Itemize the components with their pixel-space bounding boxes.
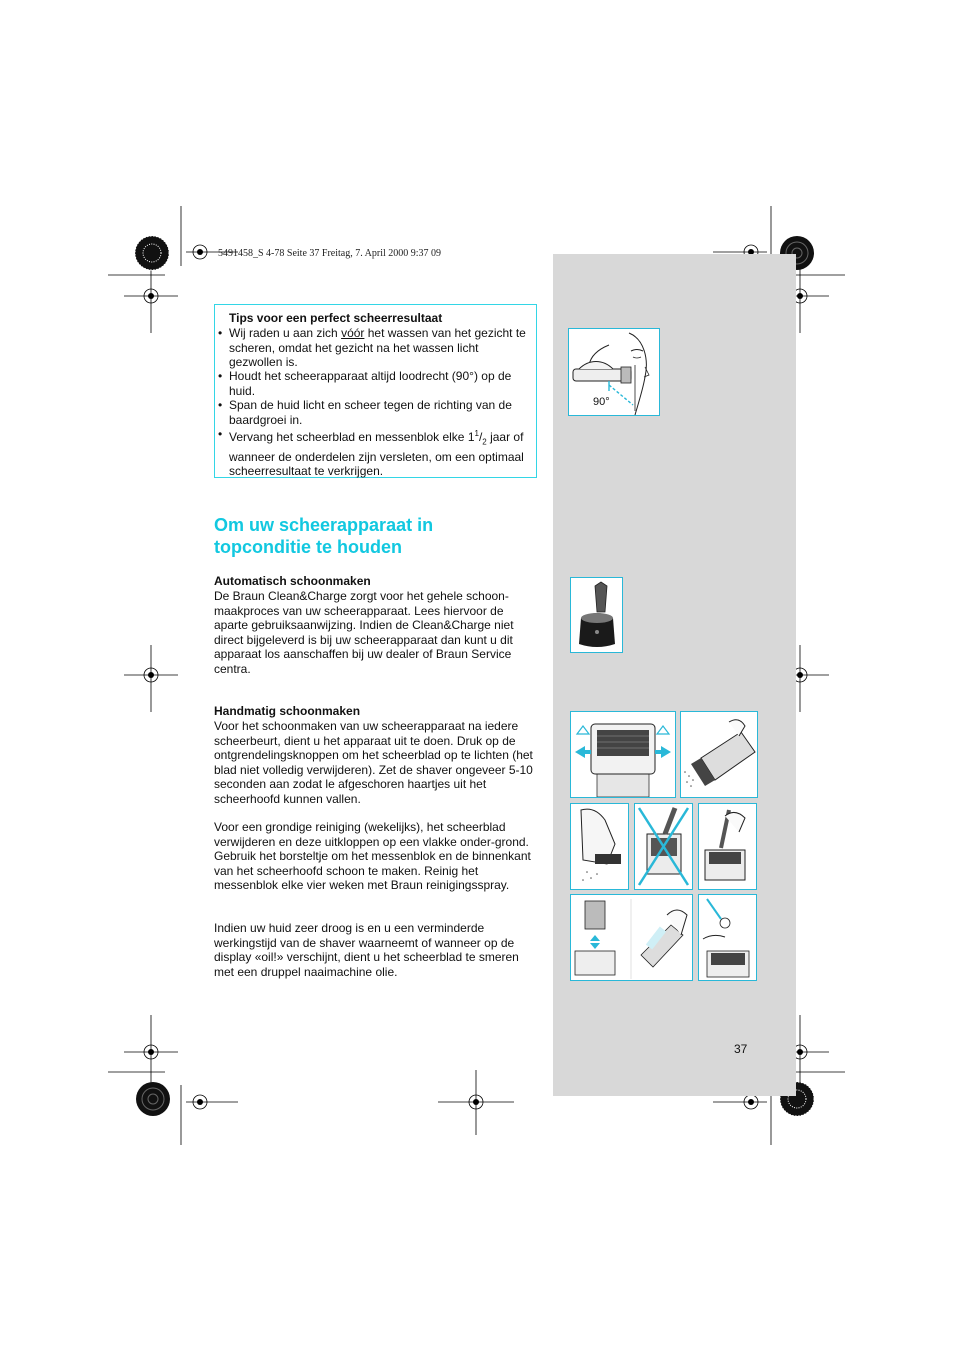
- cleaning-spray-illustration: [570, 894, 693, 981]
- bullet-dot: •: [218, 398, 223, 412]
- manual-clean-para-2: Voor een grondige reiniging (wekelijks), het scheerblad verwijderen en deze uitkloppen op een vlakke onder-grond. Gebruik het borsteltje om het messenblok en de binnenkant van het scheerhoofd schoon te maken. Reinig het messenblok elke vier weken met Braun reinigingsspray.: [214, 820, 531, 892]
- tip-bullet-1: • Wij raden u aan zich vóór het wassen van het gezicht te scheren, omdat het gezicht na het wassen licht gezwollen is.: [218, 326, 526, 369]
- release-buttons-illustration: [570, 711, 676, 798]
- tips-title: Tips voor een perfect scheerresultaat: [229, 311, 443, 325]
- tap-out-hair-illustration: [680, 711, 758, 798]
- auto-clean-heading: Automatisch schoonmaken: [214, 574, 371, 588]
- wrong-cleaning-illustration: [634, 803, 693, 890]
- auto-clean-body: De Braun Clean&Charge zorgt voor het gehele schoon-maakproces van uw scheerapparaat. Lees hiervoor de aparte gebruiksaanwijzing. Indien de Clean&Charge niet direct bijgeleverd is bij uw scheerapparaat dan kunt u dit apparaat los aanschaffen bij uw dealer of Braun Service centra.: [214, 589, 514, 676]
- tip-bullet-3: • Span de huid licht en scheer tegen de richting van de baardgroei in.: [218, 398, 512, 427]
- bullet-dot: •: [218, 427, 223, 441]
- emphasis-before: vóór: [341, 326, 365, 340]
- oil-foil-illustration: [698, 894, 757, 981]
- clean-charge-illustration: [570, 577, 623, 653]
- page-number: 37: [734, 1042, 748, 1056]
- remove-foil-illustration: [570, 803, 629, 890]
- bullet-dot: •: [218, 326, 223, 340]
- tip-bullet-4: • Vervang het scheerblad en messenblok elke $1^1/_2$ jaar of wanneer de onderdelen zijn versleten, om een optimaal scheerresultaat te verkrijgen.: [218, 427, 524, 479]
- manual-clean-para-1: Voor het schoonmaken van uw scheerapparaat na iedere scheerbeurt, dient u het apparaat uit te doen. Druk op de ontgrendelingsknoppen om het scheerblad op te lichten (het blad niet volledig verwijderen). Zet de shaver ongeveer 5-10 seconden aan zodat le afgeschoren haartjes uit het scheerhoofd kunnen vallen.: [214, 719, 533, 806]
- bullet-dot: •: [218, 369, 223, 383]
- print-info-header: 5491458_S 4-78 Seite 37 Freitag, 7. April 2000 9:37 09: [218, 248, 442, 259]
- manual-clean-para-3: Indien uw huid zeer droog is en u een verminderde werkingstijd van de shaver waarneemt of wanneer op de display «oil!» verschijnt, dient u het scheerblad te smeren met een druppel naaimachine olie.: [214, 921, 519, 979]
- brush-cutter-illustration: [698, 803, 757, 890]
- shaving-angle-illustration: [568, 328, 660, 416]
- tip-bullet-2: • Houdt het scheerapparaat altijd loodrecht (90°) op de huid.: [218, 369, 512, 398]
- section-title: Om uw scheerapparaat in topconditie te houden: [214, 515, 434, 557]
- angle-label: 90°: [593, 396, 610, 408]
- manual-clean-heading: Handmatig schoonmaken: [214, 704, 361, 718]
